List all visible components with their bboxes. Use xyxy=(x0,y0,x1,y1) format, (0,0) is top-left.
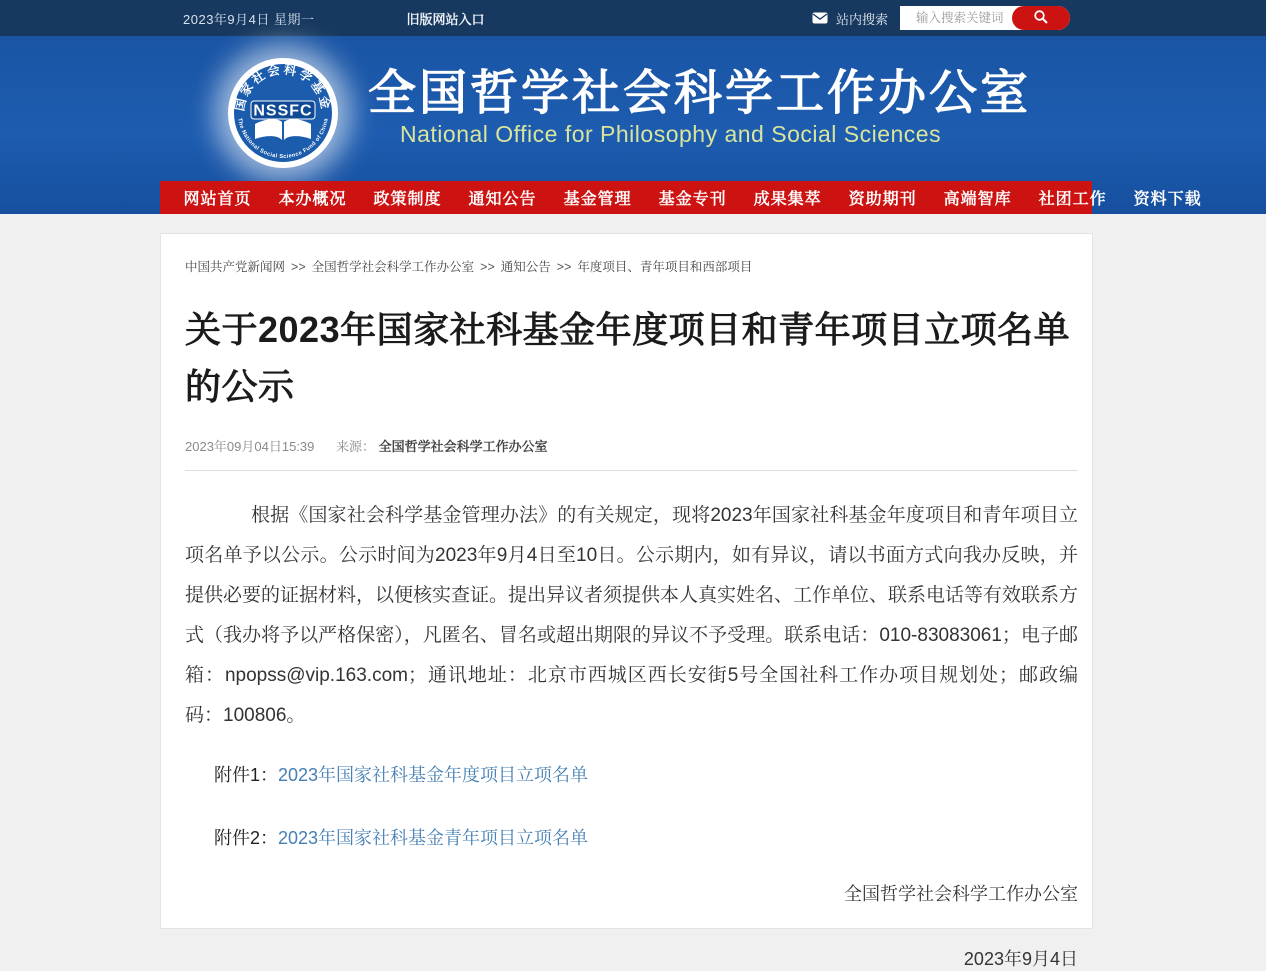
nav-item-downloads[interactable]: 资料下载 xyxy=(1133,191,1202,208)
attachment-1-link[interactable]: 2023年国家社科基金年度项目立项名单 xyxy=(278,765,589,785)
breadcrumb-separator: >> xyxy=(291,260,306,274)
nav-item-fund-management[interactable]: 基金管理 xyxy=(563,191,632,208)
source-name: 全国哲学社会科学工作办公室 xyxy=(378,439,548,454)
attachment-row-1 xyxy=(185,761,1078,787)
attachment-2-link[interactable]: 2023年国家社科基金青年项目立项名单 xyxy=(278,828,589,848)
breadcrumb-link-cpcnews[interactable]: 中国共产党新闻网 xyxy=(185,260,286,274)
nssfc-logo xyxy=(228,58,338,168)
signature-date: 2023年9月4日 xyxy=(963,949,1078,969)
site-search-label: 站内搜索 xyxy=(835,11,888,27)
nav-item-about[interactable]: 本办概况 xyxy=(278,191,347,208)
current-date: 2023年9月4日 星期一 xyxy=(183,11,315,27)
article-title: 关于2023年国家社科基金年度项目和青年项目立项名单的公示 xyxy=(185,309,1071,407)
article-card xyxy=(160,233,1093,969)
site-search-area xyxy=(812,6,1070,30)
search-box xyxy=(900,6,1070,30)
search-icon xyxy=(1033,9,1049,28)
breadcrumb-link-notices[interactable]: 通知公告 xyxy=(500,260,551,274)
old-site-link[interactable]: 旧版网站入口 xyxy=(406,11,485,27)
main-navigation xyxy=(160,181,1202,214)
signature-office: 全国哲学社会科学工作办公室 xyxy=(844,884,1078,904)
nav-item-achievements[interactable]: 成果集萃 xyxy=(753,191,822,208)
article-meta xyxy=(185,436,1078,455)
attachment-1-label: 附件1： xyxy=(214,765,279,785)
nav-item-notices[interactable]: 通知公告 xyxy=(468,191,537,208)
logo-arc-top-text: 国家社会科学基金 xyxy=(232,62,334,113)
nav-item-home[interactable]: 网站首页 xyxy=(183,191,252,208)
meta-divider xyxy=(185,470,1078,471)
nav-item-funded-periodicals[interactable]: 资助期刊 xyxy=(848,191,917,208)
top-utility-bar xyxy=(0,0,1266,36)
breadcrumb xyxy=(185,257,1078,275)
attachment-2-label: 附件2： xyxy=(214,828,279,848)
nav-item-associations[interactable]: 社团工作 xyxy=(1038,191,1107,208)
nav-item-think-tanks[interactable]: 高端智库 xyxy=(943,191,1012,208)
publish-datetime: 2023年09月04日15:39 xyxy=(185,439,315,454)
breadcrumb-separator: >> xyxy=(556,260,572,274)
nav-item-fund-journal[interactable]: 基金专刊 xyxy=(658,191,727,208)
attachment-row-2 xyxy=(185,824,1078,850)
logo-arc-bottom-text: The National Social Science Fund of China xyxy=(236,117,330,161)
article-body: 根据《国家社会科学基金管理办法》的有关规定，现将2023年国家社科基金年度项目和青年项目立项名单予以公示。公示时间为2023年9月4日至10日。公示期内，如有异议，请以书面方式向我办反映，并提供必要的证据材料，以便核实查证。提出异议者须提供本人真实姓名、工作单位、联系电话等有效联系方式（我办将予以严格保密），凡匿名、冒名或超出期限的异议不予受理。联系电话：010-83083061；电子邮箱：npopss@vip.163.com；通讯地址：北京市西城区西长安街5号全国社科工作办项目规划处；邮政编码：100806。 xyxy=(185,505,1079,726)
search-button[interactable] xyxy=(1012,6,1070,30)
site-title-en: National Office for Philosophy and Social Sciences xyxy=(400,121,942,147)
signature-block xyxy=(185,880,1078,971)
breadcrumb-link-category[interactable]: 年度项目、青年项目和西部项目 xyxy=(577,260,753,274)
breadcrumb-link-office[interactable]: 全国哲学社会科学工作办公室 xyxy=(311,260,475,274)
envelope-icon xyxy=(812,12,828,24)
site-title-cn: 全国哲学社会科学工作办公室 xyxy=(368,67,1032,120)
source-label: 来源： xyxy=(336,439,376,454)
search-input[interactable] xyxy=(900,6,1024,30)
logo-abbr: NSSFC xyxy=(253,102,313,120)
nav-item-policy[interactable]: 政策制度 xyxy=(373,191,442,208)
breadcrumb-separator: >> xyxy=(480,260,495,274)
